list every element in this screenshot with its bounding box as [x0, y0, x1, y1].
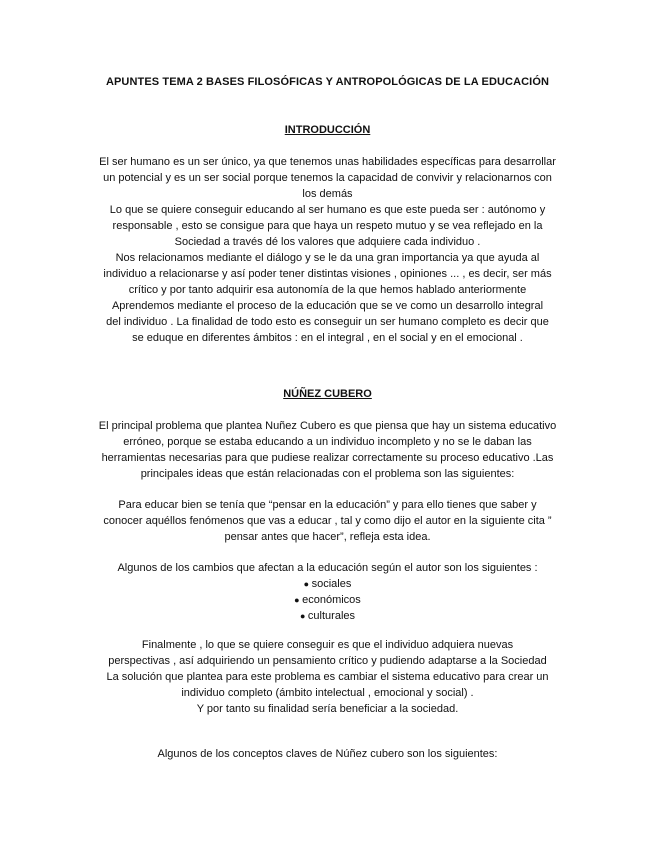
text-line: responsable , esto se consigue para que haya un respeto mutuo y se vea reflejado en la: [112, 220, 543, 232]
section-heading-introduccion: INTRODUCCIÓN: [284, 124, 371, 136]
nunez-paragraph-problem: [60, 418, 595, 482]
text-line: del individuo . La finalidad de todo esto es conseguir un ser humano completo es decir que: [106, 316, 549, 328]
nunez-changes-block: [60, 560, 595, 624]
text-line: Nos relacionamos mediante el diálogo y se le da una gran importancia ya que ayuda al: [115, 252, 540, 264]
changes-list: [60, 576, 595, 624]
text-line: herramientas necesarias para que pudiese realizar correctamente su proceso educativo .Las: [101, 452, 554, 464]
text-line: crítico y por tanto adquirir esa autonomía de la que hemos hablado anteriormente: [128, 284, 527, 296]
text-line: Sociedad a través dé los valores que adquiere cada individuo .: [174, 236, 481, 248]
text-line: La solución que plantea para este problema es cambiar el sistema educativo para crear un: [106, 671, 549, 683]
list-item: [60, 608, 595, 624]
list-item-label: sociales: [311, 578, 352, 590]
intro-paragraph: [60, 154, 595, 346]
text-line: un potencial y es un ser social porque tenemos la capacidad de convivir y relacionarnos con: [103, 172, 552, 184]
text-line: individuo a relacionarse y así poder tener distintas visiones , opiniones ... , es decir, ser más: [103, 268, 552, 280]
text-line: pensar antes que hacer”, refleja esta idea.: [224, 531, 431, 543]
text-line: Para educar bien se tenía que “pensar en la educación” y para ello tienes que saber y: [118, 499, 537, 511]
changes-intro: Algunos de los cambios que afectan a la educación según el autor son los siguientes :: [117, 562, 538, 574]
nunez-concepts-intro: [60, 746, 595, 762]
text-line: El ser humano es un ser único, ya que tenemos unas habilidades específicas para desarrollar: [99, 156, 556, 168]
text-line: Finalmente , lo que se quiere conseguir es que el individuo adquiera nuevas: [141, 639, 514, 651]
list-item-label: económicos: [302, 594, 361, 606]
nunez-paragraph-think: [60, 497, 595, 545]
text-line: Lo que se quiere conseguir educando al ser humano es que este pueda ser : autónomo y: [109, 204, 546, 216]
text-line: El principal problema que plantea Nuñez Cubero es que piensa que hay un sistema educativo: [98, 420, 557, 432]
text-line: erróneo, porque se estaba educando a un individuo incompleto y no se le daban las: [123, 436, 532, 448]
text-line: principales ideas que están relacionadas con el problema son las siguientes:: [140, 468, 515, 480]
list-item: [60, 592, 595, 608]
text-line: los demás: [302, 188, 353, 200]
section-heading-nunez-cubero: NÚÑEZ CUBERO: [283, 388, 372, 400]
text-line: individuo completo (ámbito intelectual , emocional y social) .: [181, 687, 474, 699]
text-line: se eduque en diferentes ámbitos : en el integral , en el social y en el emocional .: [132, 332, 523, 344]
nunez-paragraph-conclusion: [60, 637, 595, 717]
text-line: Aprendemos mediante el proceso de la educación que se ve como un desarrollo integral: [111, 300, 544, 312]
text-line: perspectivas , así adquiriendo un pensamiento crítico y pudiendo adaptarse a la Sociedad: [108, 655, 547, 667]
text-line: Algunos de los conceptos claves de Núñez cubero son los siguientes:: [157, 748, 498, 760]
list-item: [60, 576, 595, 592]
text-line: conocer aquéllos fenómenos que vas a educar , tal y como dijo el autor en la siguiente cita ”: [103, 515, 552, 527]
list-item-label: culturales: [307, 610, 355, 622]
text-line: Y por tanto su finalidad sería beneficiar a la sociedad.: [196, 703, 459, 715]
document-title: APUNTES TEMA 2 BASES FILOSÓFICAS Y ANTROPOLÓGICAS DE LA EDUCACIÓN: [105, 76, 550, 88]
